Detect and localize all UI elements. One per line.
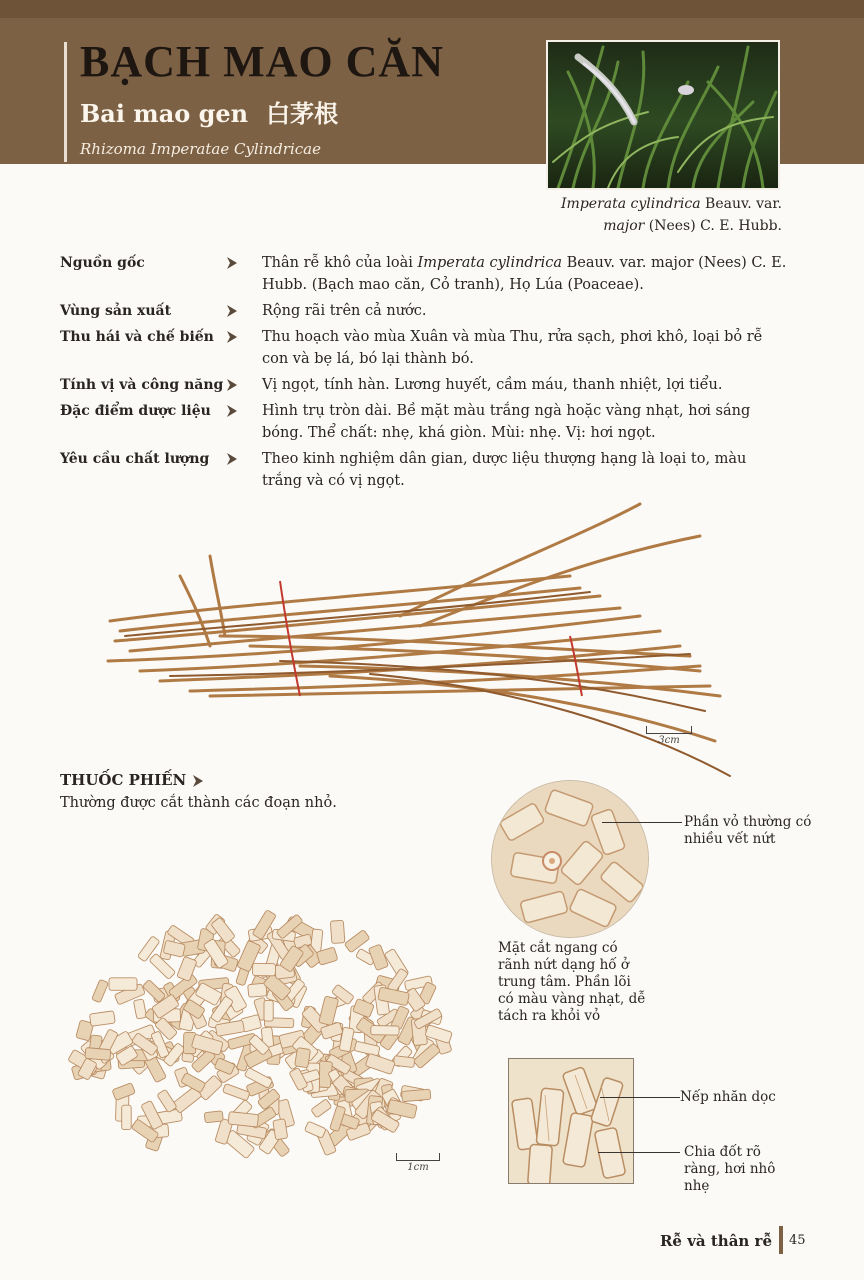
chevron-right-icon [226, 378, 238, 392]
root-piece [204, 1111, 223, 1123]
info-value: Vị ngọt, tính hàn. Lương huyết, cầm máu, thanh nhiệt, lợi tiểu. [262, 377, 723, 393]
root-piece [393, 1056, 415, 1068]
info-label: Tính vị và công năng [60, 377, 224, 393]
root-piece [264, 1000, 273, 1021]
info-value: Hình trụ tròn dài. Bề mặt màu trắng ngà hoặc vàng nhạt, hơi sáng bóng. Thể chất: nhẹ, khá giòn. Mùi: nhẹ. Vị: hơi ngọt. [262, 403, 751, 441]
section-description: Thường được cắt thành các đoạn nhỏ. [60, 795, 337, 811]
section-heading: THUỐC PHIẾN [60, 771, 187, 789]
plant-photo [546, 40, 780, 190]
page-number: 45 [789, 1233, 806, 1248]
info-label: Yêu cầu chất lượng [60, 451, 210, 467]
info-label: Đặc điểm dược liệu [60, 403, 211, 419]
footer-chapter: Rễ và thân rễ [659, 1232, 772, 1250]
annotation-bark: Phần vỏ thường có nhiều vết nứt [684, 814, 812, 847]
root-piece [273, 1119, 288, 1140]
scale-line [396, 1153, 440, 1161]
zoom-box-photo [508, 1058, 634, 1184]
footer-bar [779, 1226, 783, 1254]
info-label: Nguồn gốc [60, 255, 145, 271]
root-piece [85, 1048, 111, 1061]
info-value: Thân rễ khô của loài Imperata cylindrica Beauv. var. major (Nees) C. E. Hubb. (Bạch mao căn, Cỏ tranh), Họ Lúa (Poaceae). [262, 255, 787, 293]
root-piece [122, 1105, 132, 1129]
root-piece [252, 963, 275, 976]
info-value: Theo kinh nghiệm dân gian, dược liệu thượng hạng là loại to, màu trắng và có vị ngọt. [262, 451, 747, 489]
chevron-right-icon [226, 404, 238, 418]
zoom-circle-photo [492, 781, 648, 937]
page-title: BẠCH MAO CĂN [80, 37, 444, 86]
root-piece [402, 1089, 431, 1102]
chevron-right-icon [226, 452, 238, 466]
root-piece [112, 1083, 135, 1101]
root-piece [89, 1011, 115, 1027]
plant-caption [540, 193, 782, 237]
plant-caption-line-1: Imperata cylindrica Beauv. var. [561, 196, 782, 212]
root-piece [304, 1121, 326, 1138]
root-piece [371, 1026, 399, 1036]
root-piece [295, 1048, 311, 1068]
root-piece [311, 1099, 332, 1118]
title-rule [64, 42, 67, 162]
root-piece [92, 979, 109, 1003]
root-piece [157, 1089, 177, 1112]
root-piece [368, 944, 388, 970]
annotation-nodes: Chia đốt rõ ràng, hơi nhô nhẹ [684, 1144, 776, 1194]
info-value: Thu hoạch vào mùa Xuân và mùa Thu, rửa sạch, phơi khô, loại bỏ rễ con và bẹ lá, bó lại thành bó. [262, 329, 763, 367]
scale-label: 1cm [407, 1162, 429, 1173]
info-label: Vùng sản xuất [60, 303, 172, 319]
info-value: Rộng rãi trên cả nước. [262, 303, 427, 319]
scale-bar-pieces [396, 1153, 440, 1173]
root-bundle-photo [100, 496, 740, 786]
chevron-right-icon [226, 330, 238, 344]
annotation-longitudinal: Nếp nhăn dọc [680, 1089, 776, 1105]
hanzi-text: 白茅根 [266, 99, 339, 128]
cut-pieces-photo [60, 895, 460, 1180]
scale-label: 3cm [658, 735, 680, 746]
root-piece [344, 930, 370, 953]
latin-name: Rhizoma Imperatae Cylindricae [80, 140, 321, 158]
pinyin-text: Bai mao gen [80, 99, 249, 128]
annotation-line [602, 822, 682, 823]
info-label: Thu hái và chế biến [60, 329, 214, 345]
scale-bar-root [646, 726, 692, 746]
root-piece [109, 978, 137, 991]
annotation-cross-section: Mặt cắt ngang có rãnh nứt dạng hố ở trung tâm. Phần lõi có màu vàng nhạt, dễ tách ra khỏi vỏ [498, 940, 646, 1024]
plant-caption-line-2: major (Nees) C. E. Hubb. [603, 218, 782, 234]
scale-line [646, 726, 692, 734]
root-piece [228, 1112, 259, 1127]
annotation-line [598, 1152, 680, 1153]
annotation-line [600, 1097, 680, 1098]
chevron-right-icon [192, 774, 204, 788]
root-piece [222, 1083, 250, 1100]
chevron-right-icon [226, 256, 238, 270]
root-piece [248, 983, 267, 997]
root-piece [133, 999, 146, 1019]
root-piece [319, 996, 339, 1026]
root-piece [330, 920, 345, 943]
pinyin-title [80, 94, 338, 129]
chevron-right-icon [226, 304, 238, 318]
